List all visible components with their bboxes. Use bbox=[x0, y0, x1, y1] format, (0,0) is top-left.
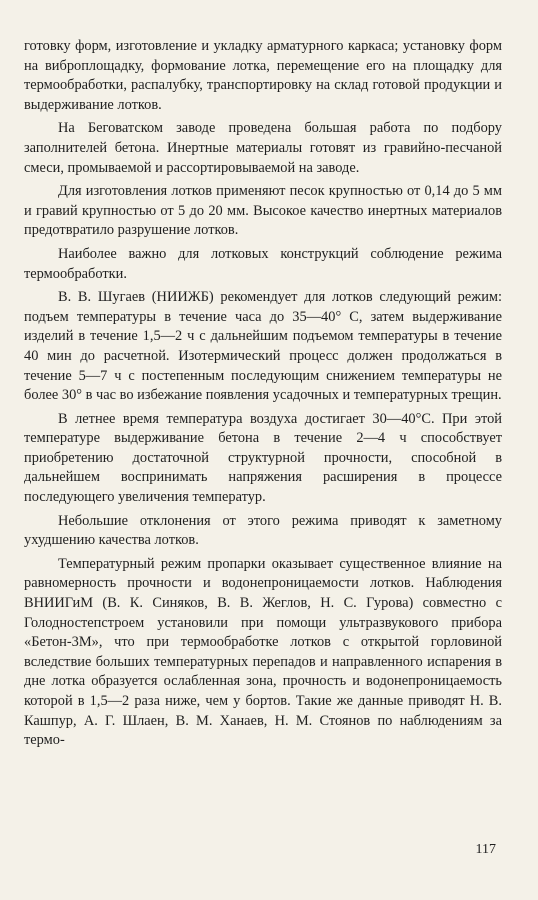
page-number: 117 bbox=[475, 842, 496, 857]
paragraph-7: Небольшие отклонения от этого режима приводят к заметному ухудшению качества лотков. bbox=[24, 512, 502, 549]
paragraph-3: Для изготовления лотков применяют песок крупностью от 0,14 до 5 мм и гравий крупностью от 5 до 20 мм. Высокое качество инертных материалов предотвратило разрушение лотков. bbox=[24, 183, 502, 239]
paragraph-6: В летнее время температура воздуха достигает 30—40°С. При этой температуре выдерживание бетона в течение 2—4 ч способствует приобретению достаточной структурной прочности, способной в дальнейшем воспринимать напряжения расширения в процессе последующего увеличения температур. bbox=[24, 410, 502, 506]
paragraph-2: На Беговатском заводе проведена большая работа по подбору заполнителей бетона. Инертные материалы готовят из гравийно-песчаной смеси, промываемой и рассортировываемой на заводе. bbox=[24, 120, 502, 176]
paragraph-1: готовку форм, изготовление и укладку арматурного каркаса; установку форм на виброплощадку, формование лотка, перемещение его на площадку для термообработки, распалубку, транспортировку на склад готовой продукции и выдерживание лотков. bbox=[24, 38, 502, 113]
paragraph-8: Температурный режим пропарки оказывает существенное влияние на равномерность прочности и водонепроницаемости лотков. Наблюдения ВНИИГиМ (В. К. Синяков, В. В. Жеглов, Н. С. Гурова) совместно с Голодностепстроем установили при помощи ультразвукового прибора «Бетон-3М», что при термообработке лотков с открытой горловиной вследствие больших температурных перепадов и направленного испарения в дне лотка образуется ослабленная зона, прочность и водонепроницаемость которой в 1,5—2 раза ниже, чем у бортов. Такие же данные приводят Н. В. Кашпур, А. Г. Шлаен, В. М. Ханаев, Н. М. Стоянов по наблюдениям за термо- bbox=[24, 555, 502, 749]
paragraph-5: В. В. Шугаев (НИИЖБ) рекомендует для лотков следующий режим: подъем температуры в течение часа до 35—40° С, затем выдерживание изделий в течение 1,5—2 ч с дальнейшим подъемом температуры в течение 40 мин до расчетной. Изотермический процесс должен продолжаться в течение 5—7 ч с постепенным последующим снижением температуры не более 30° в час во избежание появления усадочных и температурных трещин. bbox=[24, 289, 502, 404]
paragraph-4: Наиболее важно для лотковых конструкций соблюдение режима термообработки. bbox=[24, 245, 502, 282]
